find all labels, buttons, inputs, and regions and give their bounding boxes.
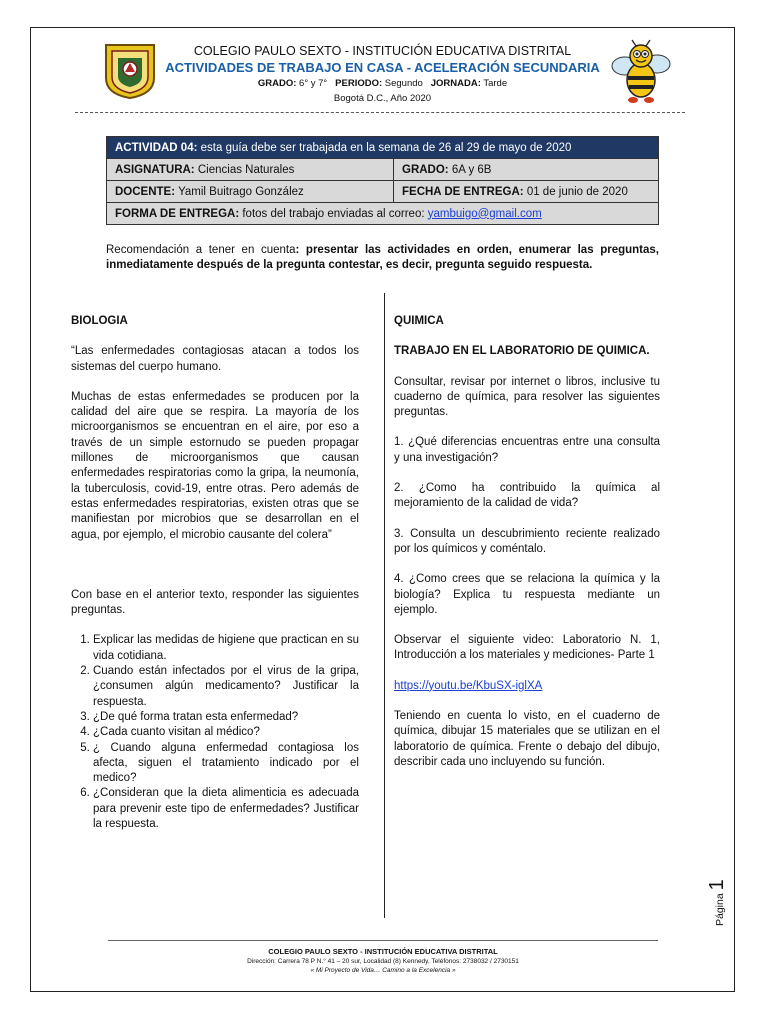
recommendation-bold: : presentar las actividades en orden, enumerar las preguntas, inmediatamente después de la pregunta contestar, es decir, pregunta seguido respuesta. <box>106 244 659 271</box>
grade-value: 6° y 7° <box>299 78 328 89</box>
recommendation <box>106 243 659 273</box>
list-item: 5. ¿ Cuando alguna enfermedad contagiosa los afecta, siguen el tratamiento indicado por el medico? <box>93 741 359 787</box>
biology-title: BIOLOGIA <box>71 315 128 327</box>
school-name: COLEGIO PAULO SEXTO - INSTITUCIÓN EDUCATIVA DISTRITAL <box>193 44 572 58</box>
info-table <box>106 136 659 225</box>
footer-address: Dirección: Carrera 78 P N.° 41 – 20 sur, Localidad (8) Kennedy, Teléfonos: 2738032 / 2730151 <box>247 958 519 965</box>
teacher-value: Yamil Buitrago González <box>178 185 304 198</box>
shift-value: Tarde <box>483 78 508 89</box>
page-number <box>706 879 729 926</box>
footer-divider <box>108 940 658 941</box>
delivery-row <box>107 203 659 225</box>
biology-paragraph: Muchas de estas enfermedades se producen por la calidad del aire que se respira. La mayoría de los microorganismos se encuentran en el aire, por eso a través de un simple estornudo se pueden propagar millones de microorganismos que causan enfermedades respiratorias como la gripa, la neumonía, la tuberculosis, covid-19, entre otras. Pero además de estas enfermedades respiratorias, existen otras que se manifiestan por microbios que se desarrollan en el agua, por ejemplo, el microbio causante del colera” <box>71 390 359 541</box>
chemistry-question-4: 4. ¿Como crees que se relaciona la química y la biología? Explica tu respuesta mediante un ejemplo. <box>394 573 660 616</box>
video-link[interactable]: https://youtu.be/KbuSX-iglXA <box>394 679 543 692</box>
email-link[interactable]: yambuigo@gmail.com <box>427 207 542 220</box>
page-number-value: 1 <box>706 879 728 891</box>
school-crest-logo <box>103 42 157 100</box>
activity-label: ACTIVIDAD 04: <box>115 141 198 154</box>
due-label: FECHA DE ENTREGA: <box>402 185 524 198</box>
subject-label: ASIGNATURA: <box>115 163 195 176</box>
recommendation-intro: Recomendación a tener en cuenta <box>106 244 296 256</box>
grade-period-line <box>160 78 605 89</box>
list-item: 1. Explicar las medidas de higiene que practican en su vida cotidiana. <box>93 633 359 664</box>
page-label: Página <box>714 893 726 926</box>
city-year: Bogotá D.C., Año 2020 <box>333 93 432 104</box>
subject-cell <box>107 159 394 181</box>
period-label: PERIODO: <box>335 78 383 89</box>
chemistry-title: QUIMICA <box>394 315 444 327</box>
biology-quote: “Las enfermedades contagiosas atacan a todos los sistemas del cuerpo humano. <box>71 345 359 373</box>
chemistry-question-3: 3. Consulta un descubrimiento reciente realizado por los químicos y coméntalo. <box>394 527 660 555</box>
chemistry-intro: Consultar, revisar por internet o libros, inclusive tu cuaderno de química, para resolver las siguientes preguntas. <box>394 375 660 419</box>
list-item: 6. ¿Consideran que la dieta alimenticia es adecuada para prevenir este tipo de enfermedades? Justificar la respuesta. <box>93 786 359 832</box>
due-value: 01 de junio de 2020 <box>526 185 628 198</box>
chemistry-subtitle: TRABAJO EN EL LABORATORIO DE QUIMICA. <box>394 345 650 358</box>
list-item: 3. ¿De qué forma tratan esta enfermedad? <box>93 710 359 725</box>
footer-school: COLEGIO PAULO SEXTO - INSTITUCIÓN EDUCATIVA DISTRITAL <box>268 947 498 956</box>
biology-questions <box>71 633 359 832</box>
delivery-label: FORMA DE ENTREGA: <box>115 207 240 220</box>
due-date-cell <box>394 181 659 203</box>
activity-row <box>107 137 659 159</box>
grade-cell <box>394 159 659 181</box>
table-grade-value: 6A y 6B <box>451 163 492 176</box>
list-item: 2. Cuando están infectados por el virus de la gripa, ¿consumen algún medicamento? Justificar la respuesta. <box>93 664 359 710</box>
chemistry-question-2: 2. ¿Como ha contribuido la química al mejoramiento de la calidad de vida? <box>394 482 660 510</box>
header-divider <box>75 112 685 113</box>
delivery-text: fotos del trabajo enviadas al correo: <box>239 207 428 220</box>
activity-text: esta guía debe ser trabajada en la semana de 26 al 29 de mayo de 2020 <box>197 141 572 154</box>
drawing-task: Teniendo en cuenta lo visto, en el cuaderno de química, dibujar 15 materiales que se utilizan en el laboratorio de química. Frente o debajo del dibujo, describir cada uno incluyendo su función. <box>394 710 660 768</box>
bee-mascot-image <box>605 38 675 106</box>
teacher-cell <box>107 181 394 203</box>
chemistry-column <box>394 314 660 770</box>
biology-instruction: Con base en el anterior texto, responder las siguientes preguntas. <box>71 588 359 617</box>
video-instruction: Observar el siguiente video: Laboratorio N. 1, Introducción a los materiales y mediciones- Parte 1 <box>394 634 660 662</box>
chemistry-question-1: 1. ¿Qué diferencias encuentras entre una consulta y una investigación? <box>394 436 660 464</box>
shift-label: JORNADA: <box>430 78 481 89</box>
subject-value: Ciencias Naturales <box>197 163 295 176</box>
list-item: 4. ¿Cada cuanto visitan al médico? <box>93 725 359 740</box>
teacher-label: DOCENTE: <box>115 185 176 198</box>
footer-motto: « Mi Proyecto de Vida… Camino a la Excelencia » <box>310 967 456 974</box>
table-grade-label: GRADO: <box>402 163 449 176</box>
biology-column <box>71 314 359 832</box>
activity-title: ACTIVIDADES DE TRABAJO EN CASA - ACELERACIÓN SECUNDARIA <box>165 60 600 75</box>
period-value: Segundo <box>384 78 423 89</box>
grade-label: GRADO: <box>257 78 297 89</box>
column-divider <box>384 293 385 918</box>
